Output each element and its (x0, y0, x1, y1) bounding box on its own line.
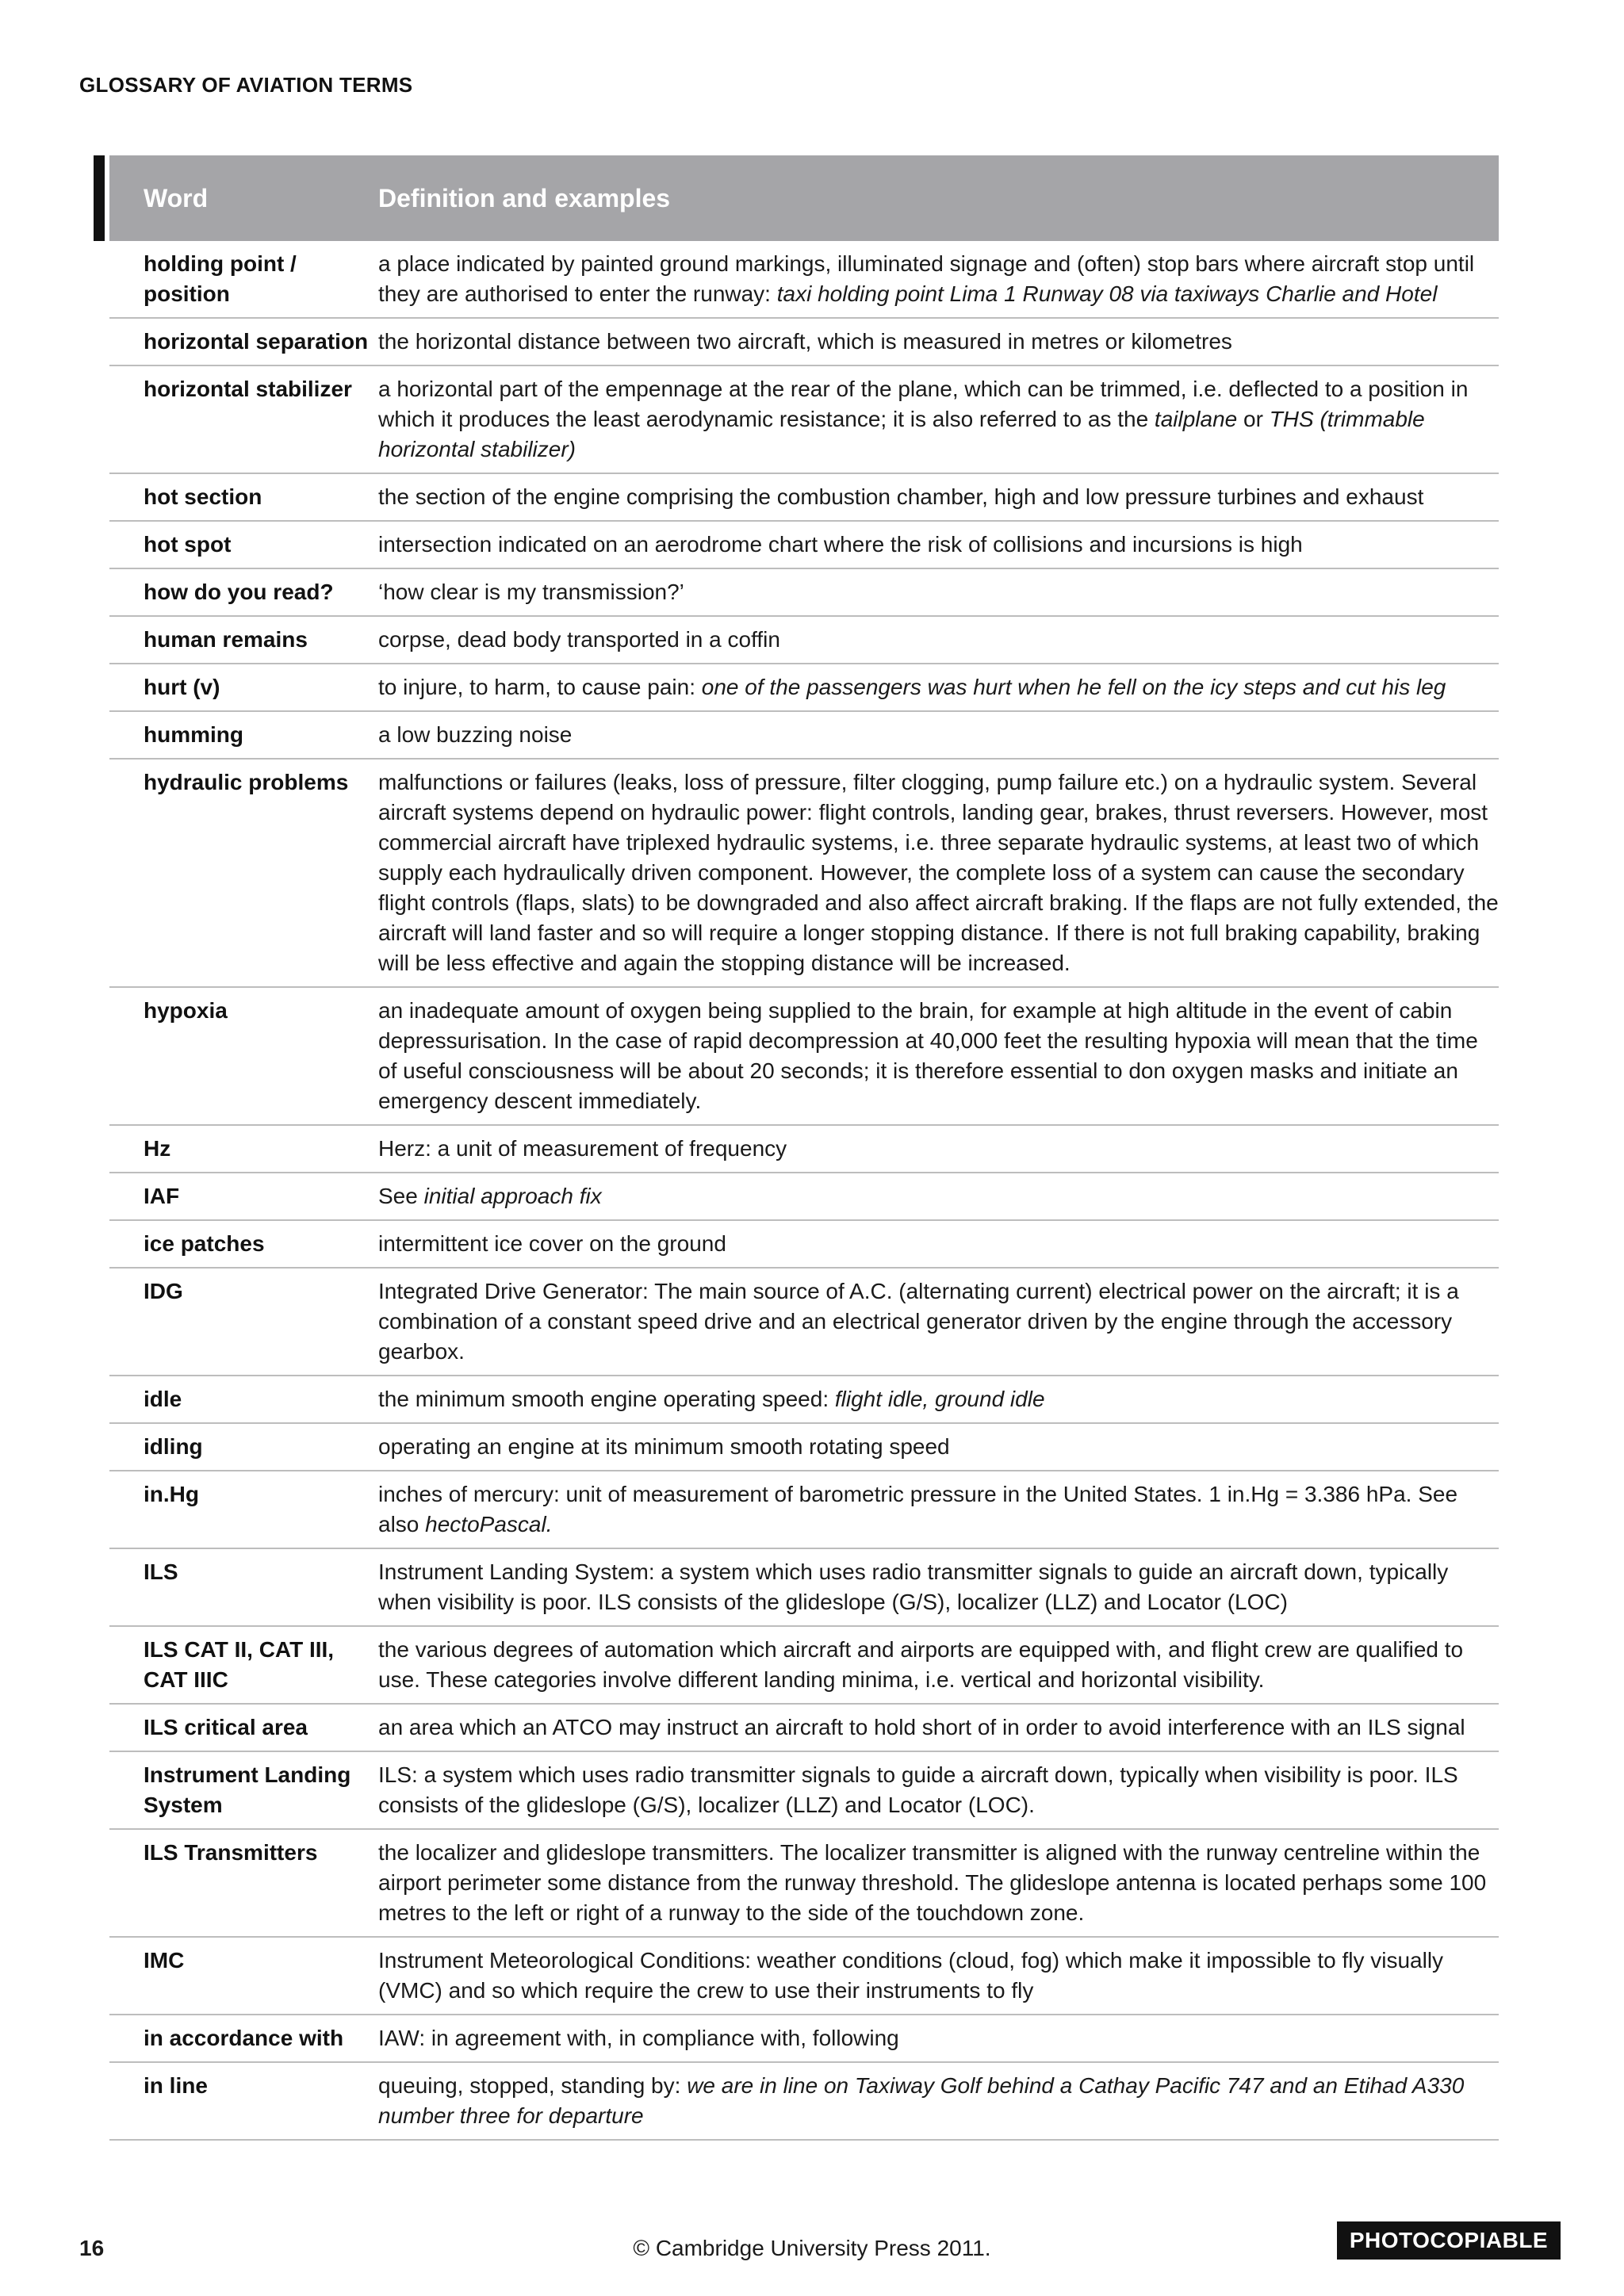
definition-text: the localizer and glideslope transmitters. The localizer transmitter is aligned with the runway centreline within the airport perimeter some distance from the runway threshold. The glideslope antenna is located perhaps some 100 metres to the left or right of a runway to the side of the touchdown zone. (378, 1840, 1487, 1925)
glossary-term: ILS Transmitters (144, 1840, 318, 1865)
definition-text: intermittent ice cover on the ground (378, 1231, 726, 1256)
glossary-definition (378, 720, 1499, 750)
glossary-definition (378, 625, 1499, 655)
glossary-definition (378, 482, 1499, 512)
glossary-definition (378, 1479, 1499, 1540)
table-row (109, 664, 1499, 712)
definition-text: Herz: a unit of measurement of frequency (378, 1136, 787, 1161)
glossary-definition (378, 1946, 1499, 2006)
glossary-definition (378, 1760, 1499, 1820)
definition-text: malfunctions or failures (leaks, loss of pressure, filter clogging, pump failure etc.) on a hydraulic system. Several aircraft systems depend on hydraulic power: flight controls, landing gear, brakes, thrust reversers. However, most commercial aircraft have triplexed hydraulic systems, i.e. three separate hydraulic systems, at least two of which supply each hydraulically driven component. However, the complete loss of a system can cause the secondary flight controls (flaps, slats) to be downgraded and also affect aircraft braking. If the flaps are not fully extended, the aircraft will land faster and so will require a longer stopping distance. If there is not full braking capability, braking will be less effective and again the stopping distance will be increased. (378, 770, 1499, 975)
glossary-term: ILS critical area (144, 1715, 308, 1739)
table-row (109, 1705, 1499, 1752)
glossary-definition (378, 2071, 1499, 2131)
definition-example: tailplane (1154, 407, 1238, 431)
glossary-term: hot spot (144, 532, 232, 557)
glossary-term: idling (144, 1434, 203, 1459)
running-title: GLOSSARY OF AVIATION TERMS (79, 73, 413, 97)
glossary-definition (378, 1181, 1499, 1211)
table-row (109, 366, 1499, 474)
table-row (109, 988, 1499, 1126)
table-row (109, 1269, 1499, 1376)
definition-text: the horizontal distance between two aircraft, which is measured in metres or kilometres (378, 329, 1232, 354)
glossary-definition (378, 1838, 1499, 1928)
table-row (109, 569, 1499, 617)
glossary-term: how do you read? (144, 580, 334, 604)
glossary-term: IDG (144, 1279, 183, 1303)
glossary-term: Hz (144, 1136, 171, 1161)
definition-text: See (378, 1184, 424, 1208)
table-row (109, 1752, 1499, 1830)
table-header (109, 155, 1499, 241)
glossary-definition (378, 1635, 1499, 1695)
definition-text: the minimum smooth engine operating speed: (378, 1387, 835, 1411)
table-row (109, 1221, 1499, 1269)
glossary-term: horizontal separation (144, 329, 369, 354)
table-row (109, 1830, 1499, 1938)
glossary-term: in line (144, 2073, 208, 2098)
glossary-term: hurt (v) (144, 675, 220, 699)
table-row (109, 1471, 1499, 1549)
definition-example: we are in line on Taxiway Golf behind a Cathay Pacific 747 and an Etihad A330 number three for departure (378, 2073, 1465, 2128)
glossary-definition (378, 1134, 1499, 1164)
glossary-term: hydraulic problems (144, 770, 349, 794)
definition-text: Instrument Meteorological Conditions: weather conditions (cloud, fog) which make it impossible to fly visually (VMC) and so which require the crew to use their instruments to fly (378, 1948, 1444, 2003)
table-row (109, 1549, 1499, 1627)
glossary-definition (378, 1229, 1499, 1259)
glossary-definition (378, 2023, 1499, 2053)
definition-text: to injure, to harm, to cause pain: (378, 675, 702, 699)
table-row (109, 617, 1499, 664)
column-header-word: Word (144, 183, 209, 212)
glossary-term: hot section (144, 484, 262, 509)
column-header-definition: Definition and examples (378, 183, 671, 212)
glossary-term: horizontal stabilizer (144, 377, 352, 401)
definition-text: operating an engine at its minimum smooth rotating speed (378, 1434, 950, 1459)
glossary-term: Instrument Landing System (144, 1762, 351, 1817)
definition-text: ‘how clear is my transmission?’ (378, 580, 684, 604)
header-accent-bar (94, 155, 105, 241)
glossary-definition (378, 1384, 1499, 1414)
copyright-notice: © Cambridge University Press 2011. (633, 2236, 991, 2260)
table-row (109, 474, 1499, 522)
glossary-term: in.Hg (144, 1482, 199, 1506)
definition-text: an inadequate amount of oxygen being supplied to the brain, for example at high altitude in the event of cabin depressurisation. In the case of rapid decompression at 40,000 feet the resulting hypoxia will mean that the time of useful consciousness will be about 20 seconds; it is therefore essential to don oxygen masks and initiate an emergency descent immediately. (378, 998, 1478, 1113)
glossary-definition (378, 1557, 1499, 1617)
definition-text: the section of the engine comprising the combustion chamber, high and low pressure turbines and exhaust (378, 484, 1424, 509)
glossary-term: humming (144, 722, 243, 747)
definition-example: taxi holding point Lima 1 Runway 08 via taxiways Charlie and Hotel (776, 281, 1438, 306)
table-row (109, 2063, 1499, 2141)
definition-text: Integrated Drive Generator: The main source of A.C. (alternating current) electrical power on the aircraft; it is a combination of a constant speed drive and an electrical generator driven by the engine through the accessory gearbox. (378, 1279, 1459, 1364)
glossary-term: IAF (144, 1184, 180, 1208)
page-number: 16 (79, 2236, 105, 2260)
definition-text-continued: or (1237, 407, 1270, 431)
definition-text: queuing, stopped, standing by: (378, 2073, 688, 2098)
glossary-term: ILS (144, 1559, 178, 1584)
glossary-term: human remains (144, 627, 308, 652)
glossary-term: idle (144, 1387, 182, 1411)
glossary-table (109, 155, 1499, 2141)
table-row (109, 1126, 1499, 1173)
table-row (109, 760, 1499, 988)
glossary-definition (378, 672, 1499, 702)
glossary-definition (378, 1276, 1499, 1367)
definition-text: inches of mercury: unit of measurement of barometric pressure in the United States. 1 in.Hg = 3.386 hPa. See also (378, 1482, 1458, 1536)
table-row (109, 1424, 1499, 1471)
definition-text: a place indicated by painted ground markings, illuminated signage and (often) stop bars where aircraft stop until they are authorised to enter the runway: (378, 251, 1475, 306)
glossary-definition (378, 374, 1499, 465)
glossary-term: hypoxia (144, 998, 228, 1023)
definition-text: the various degrees of automation which aircraft and airports are equipped with, and flight crew are qualified to use. These categories involve different landing minima, i.e. vertical and horizontal visibility. (378, 1637, 1464, 1692)
table-row (109, 319, 1499, 366)
definition-text: intersection indicated on an aerodrome chart where the risk of collisions and incursions is high (378, 532, 1303, 557)
glossary-definition (378, 767, 1499, 978)
glossary-term: IMC (144, 1948, 185, 1973)
table-row (109, 241, 1499, 319)
photocopiable-badge: PHOTOCOPIABLE (1337, 2221, 1561, 2260)
glossary-term: ILS CAT II, CAT III, CAT IIIC (144, 1637, 335, 1692)
definition-text: IAW: in agreement with, in compliance with, following (378, 2026, 899, 2050)
definition-example: one of the passengers was hurt when he fell on the icy steps and cut his leg (701, 675, 1446, 699)
definition-text: a low buzzing noise (378, 722, 573, 747)
glossary-definition (378, 1432, 1499, 1462)
glossary-term: ice patches (144, 1231, 265, 1256)
glossary-term: in accordance with (144, 2026, 344, 2050)
glossary-definition (378, 249, 1499, 309)
glossary-rows (109, 241, 1499, 2141)
definition-example: THS (trimmable horizontal stabilizer) (378, 407, 1425, 461)
table-row (109, 2015, 1499, 2063)
glossary-definition (378, 327, 1499, 357)
table-row (109, 1173, 1499, 1221)
glossary-definition (378, 577, 1499, 607)
definition-example: flight idle, ground idle (834, 1387, 1045, 1411)
table-row (109, 1627, 1499, 1705)
table-row (109, 522, 1499, 569)
definition-text: a horizontal part of the empennage at the rear of the plane, which can be trimmed, i.e. deflected to a position in which it produces the least aerodynamic resistance; it is also referred to as the (378, 377, 1469, 431)
glossary-definition (378, 1712, 1499, 1743)
glossary-definition (378, 996, 1499, 1116)
definition-text: Instrument Landing System: a system which uses radio transmitter signals to guide an aircraft down, typically when visibility is poor. ILS consists of the glideslope (G/S), localizer (LLZ) and Locator (LOC) (378, 1559, 1449, 1614)
table-row (109, 712, 1499, 760)
definition-text: an area which an ATCO may instruct an aircraft to hold short of in order to avoid interference with an ILS signal (378, 1715, 1465, 1739)
glossary-definition (378, 530, 1499, 560)
glossary-term: holding point / position (144, 251, 297, 306)
table-row (109, 1938, 1499, 2015)
definition-text: ILS: a system which uses radio transmitter signals to guide a aircraft down, typically when visibility is poor. ILS consists of the glideslope (G/S), localizer (LLZ) and Locator (LOC). (378, 1762, 1458, 1817)
definition-example: hectoPascal. (425, 1512, 553, 1536)
definition-example: initial approach fix (423, 1184, 602, 1208)
definition-text: corpse, dead body transported in a coffin (378, 627, 780, 652)
table-row (109, 1376, 1499, 1424)
